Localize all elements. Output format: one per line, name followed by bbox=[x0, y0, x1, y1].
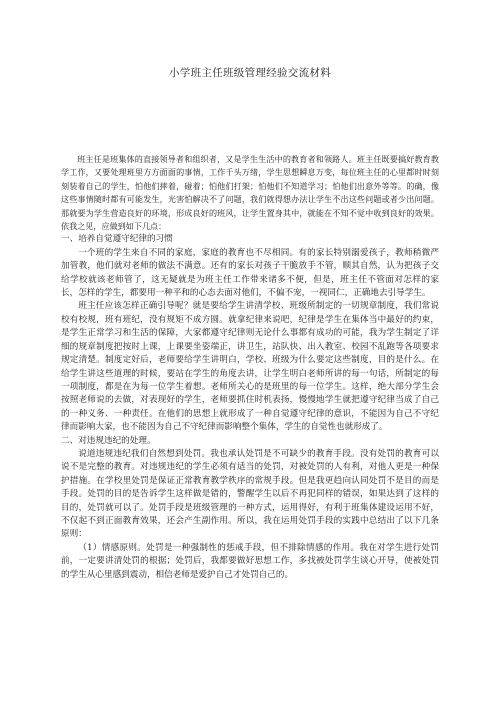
intro-paragraph: 班主任是班集体的直接领导者和组织者，又是学生生活中的教育者和领路人。班主任既要搞好教育教学工作，又要处理班里方方面面的事情，工作千头万绪，学生思想瞬息万变，每位班主任的心里都时时刻刻装着自己的学生，怕他们摔着，碰着；怕他们打架；怕他们不知道学习；怕他们出意外等等。的确，像这些事情随时都有可能发生，光害怕解决不了问题，我们就得想办法让学生不出这些问题或者少出问题。那就要为学生营造良好的环境，形成良好的班风，让学生置身其中，就能在不知不觉中收到良好的效果。依我之见，应做到如下几点： bbox=[61, 154, 439, 232]
section-1-heading: 一、培养自觉遵守纪律的习惯 bbox=[61, 234, 173, 245]
section-2-paragraph-2: （1）情感原则。处罚是一种强制性的惩戒手段，但不排除情感的作用。我在对学生进行处罚前，一定要讲清处罚的根据；处罚后，我都要做好思想工作，多找被处罚学生谈心开导，使被处罚的学生从心里感到震动，相信老师是爱护自己才处罚自己的。 bbox=[61, 542, 439, 580]
section-2-heading: 二、对违规违纪的处理。 bbox=[61, 435, 156, 446]
section-1-paragraph-1: 一个班的学生来自不同的家庭，家庭的教育也不尽相同。有的家长特别溺爱孩子，教师稍微严加管教，他们就对老师的做法不满意。还有的家长对孩子干脆放手不管，顺其自然，认为把孩子交给学校就该老师管了，这无疑就是为班主任工作带来诸多不便，但是，班主任不管面对怎样的家长，怎样的学生，都要用一种平和的心态去面对他们，不偏不宠，一视同仁，正确地去引导学生。 bbox=[61, 247, 439, 299]
document-title: 小学班主任班级管理经验交流材料 bbox=[169, 67, 331, 79]
section-1-paragraph-2: 班主任应该怎样正确引导呢？就是要给学生讲清学校、班级所制定的一切规章制度，我们常说校有校规，班有班纪，没有规矩不成方圆。就拿纪律来说吧，纪律是学生在集体当中最好的约束，是学生正常学习和生活的保障，大家都遵守纪律则无论什么事都有成功的可能，我为学生制定了详细的规章制度把按时上课，上课要坐姿端正，讲卫生，站队快、出入教室、校园不乱跑等各项要求规定清楚。制度定好后，老师要给学生讲明白，学校、班级为什么要定这些制度，目的是什么。在给学生讲这些道理的时候，要站在学生的角度去讲，让学生明白老师所讲的每一句话，所制定的每一项制度，都是在为每一位学生着想。老师所关心的是班里的每一位学生。这样，绝大部分学生会按照老师说的去做，对表现好的学生，老师要抓住时机表扬，慢慢地学生就把遵守纪律当成了自己的一种义务、一种责任。在他们的思想上就形成了一种自觉遵守纪律的意识，不能因为自己不守纪律而影响大家，也不能因为自己不守纪律而影响整个集体，学生的自觉性也就形成了。 bbox=[61, 301, 439, 433]
section-2-paragraph-1: 说道违规违纪我们自然想到处罚。我也承认处罚是不可缺少的教育手段。没有处罚的教育可以说不是完整的教育。对违规违纪的学生必须有适当的处罚，对被处罚的人有利，对他人更是一种保护措施。在学校里处罚是保证正常教育教学秩序的常规手段。但是我更趋向认同处罚不是目的而是手段。处罚的目的是告诉学生这样做是错的，警醒学生以后不再犯同样的错误，如果达到了这样的目的，处罚就可以了。处罚手段是班级管理的一种方式，运用得好，有利于班集体建设运用不好，不仅起不到正面教育效果，还会产生副作用。所以，我在运用处罚手段的实践中总结出了以下几条原则： bbox=[61, 448, 439, 540]
document-body bbox=[61, 153, 439, 582]
